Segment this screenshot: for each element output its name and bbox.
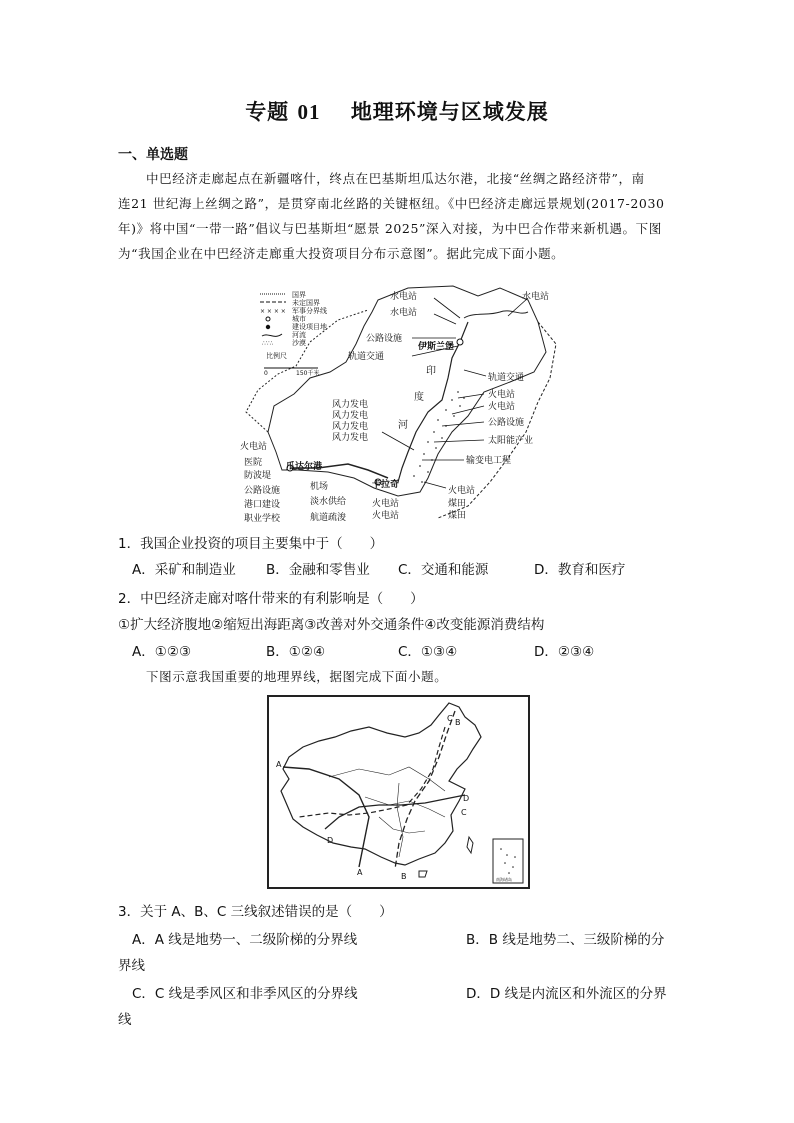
label-thermal-k2: 火电站	[372, 511, 400, 521]
label-hydro-1: 水电站	[390, 292, 418, 302]
label-rail-1: 轨道交通	[348, 352, 385, 362]
question-2-stem: 2．中巴经济走廊对喀什带来的有利影响是（ ）	[118, 591, 424, 607]
svg-text:× × × ×: × × × ×	[260, 308, 286, 315]
q3-option-b[interactable]: B．B 线是地势二、三级阶梯的分	[466, 932, 665, 948]
china-map-svg	[269, 697, 528, 887]
q2-option-b[interactable]: B．①②④	[266, 644, 326, 660]
label-wind-2: 风力发电	[332, 411, 369, 421]
label-wind-4: 风力发电	[332, 433, 369, 443]
letter-b-north: B	[455, 718, 461, 727]
label-freshwater: 淡水供给	[310, 497, 347, 507]
q3-option-d-cont: 线	[118, 1012, 132, 1028]
label-wind-1: 风力发电	[332, 400, 369, 410]
scale-value: 150千米	[296, 370, 320, 377]
islamabad-marker	[457, 339, 463, 345]
legend-project: 建设项目地	[292, 323, 327, 331]
page-title	[0, 96, 794, 126]
label-du: 度	[414, 392, 424, 403]
line-a	[283, 767, 369, 867]
q1-option-c[interactable]: C．交通和能源	[398, 562, 489, 578]
label-thermal-1: 火电站	[488, 390, 516, 400]
label-coal-1: 煤田	[448, 499, 467, 509]
label-solar: 太阳能产业	[488, 436, 534, 446]
legend-scale: 比例尺	[266, 352, 287, 360]
title-subtitle: 地理环境与区域发展	[350, 100, 549, 124]
scale-zero: 0	[264, 370, 268, 377]
q1-option-a[interactable]: A．采矿和制造业	[132, 562, 236, 578]
cpec-project-map	[238, 282, 558, 524]
legend-desert: 沙漠	[292, 339, 306, 347]
label-thermal-k1: 火电站	[372, 499, 400, 509]
letter-b-south: B	[401, 872, 407, 881]
label-karachi: 卡拉奇	[372, 480, 400, 490]
title-main: 专题	[245, 100, 290, 124]
legend-city: 城市	[292, 315, 306, 323]
question-2-sub: ①扩大经济腹地②缩短出海距离③改善对外交通条件④改变能源消费结构	[118, 617, 545, 633]
label-airport: 机场	[310, 482, 329, 492]
letter-c-north: C	[447, 714, 453, 723]
question-1-stem: 1．我国企业投资的项目主要集中于（ ）	[118, 536, 384, 552]
legend-river: 河流	[292, 331, 306, 339]
q1-option-d[interactable]: D．教育和医疗	[534, 562, 626, 578]
label-gwadar: 瓜达尔港	[286, 462, 323, 472]
river-north	[464, 311, 528, 318]
inset-label: 南海诸岛	[496, 877, 512, 882]
label-hydro-2: 水电站	[390, 308, 418, 318]
map1-legend	[260, 290, 327, 377]
label-transmission: 输变电工程	[466, 456, 512, 466]
q1-option-b[interactable]: B．金融和零售业	[266, 562, 370, 578]
label-wind-3: 风力发电	[332, 422, 369, 432]
label-road-2: 公路设施	[488, 418, 525, 428]
section-heading: 一、单选题	[118, 147, 188, 163]
letter-a-south: A	[357, 868, 363, 877]
letter-a-north: A	[276, 760, 282, 769]
letter-c-east: C	[461, 808, 467, 817]
q3-option-a[interactable]: A．A 线是地势一、二级阶梯的分界线	[132, 932, 358, 948]
line-d	[325, 795, 465, 829]
label-thermal-r: 火电站	[448, 486, 476, 496]
q3-option-c[interactable]: C．C 线是季风区和非季风区的分界线	[132, 986, 358, 1002]
legend-military: 军事分界线	[292, 307, 327, 315]
intro-line-2: 连21 世纪海上丝绸之路”，是贯穿南北丝路的关键枢纽。《中巴经济走廊远景规划(2017-2030	[118, 196, 665, 211]
q3-option-d[interactable]: D．D 线是内流区和外流区的分界	[466, 986, 667, 1002]
label-yin: 印	[426, 366, 436, 377]
label-port-build: 港口建设	[244, 500, 281, 510]
label-hydro-3: 水电站	[522, 292, 550, 302]
q2-option-d[interactable]: D．②③④	[534, 644, 595, 660]
q3-option-b-cont: 界线	[118, 958, 145, 974]
label-road-1: 公路设施	[366, 334, 403, 344]
q2-option-a[interactable]: A．①②③	[132, 644, 192, 660]
intro-line-1: 中巴经济走廊起点在新疆喀什，终点在巴基斯坦瓜达尔港，北接“丝绸之路经济带”，南	[146, 171, 645, 186]
label-vocational: 职业学校	[244, 514, 281, 524]
intro-paragraph	[118, 166, 678, 266]
label-hospital: 医院	[244, 458, 263, 468]
label-thermal-left: 火电站	[240, 442, 268, 452]
question-3-stem: 3．关于 A、B、C 三线叙述错误的是（ ）	[118, 904, 393, 920]
label-breakwater: 防波堤	[244, 471, 272, 481]
label-he: 河	[398, 420, 408, 431]
label-thermal-2: 火电站	[488, 402, 516, 412]
label-rail-2: 轨道交通	[488, 373, 525, 383]
letter-d-east: D	[463, 794, 470, 803]
label-coal-2: 煤田	[448, 511, 467, 521]
china-boundary-map	[267, 695, 530, 889]
label-islamabad: 伊斯兰堡	[418, 342, 455, 352]
legend-undetermined: 未定国界	[292, 299, 320, 307]
map2-intro: 下图示意我国重要的地理界线，据图完成下面小题。	[146, 669, 448, 684]
letter-d-west: D	[327, 836, 334, 845]
svg-text:∴∵∴: ∴∵∴	[262, 340, 274, 347]
label-road-left: 公路设施	[244, 486, 281, 496]
hainan-outline	[419, 871, 427, 877]
label-dredging: 航道疏浚	[310, 513, 347, 523]
intro-line-4: 为“我国企业在中巴经济走廊重大投资项目分布示意图”。据此完成下面小题。	[118, 246, 565, 261]
legend-boundary: 国界	[292, 291, 306, 299]
taiwan-outline	[467, 837, 473, 853]
china-outline	[281, 703, 481, 865]
line-b	[395, 711, 455, 869]
q2-option-c[interactable]: C．①③④	[398, 644, 458, 660]
title-number: 01	[297, 100, 321, 124]
intro-line-3: 年)》将中国“一带一路”倡议与巴基斯坦“愿景 2025”深入对接，为中巴合作带来新机遇。下图	[118, 221, 662, 236]
